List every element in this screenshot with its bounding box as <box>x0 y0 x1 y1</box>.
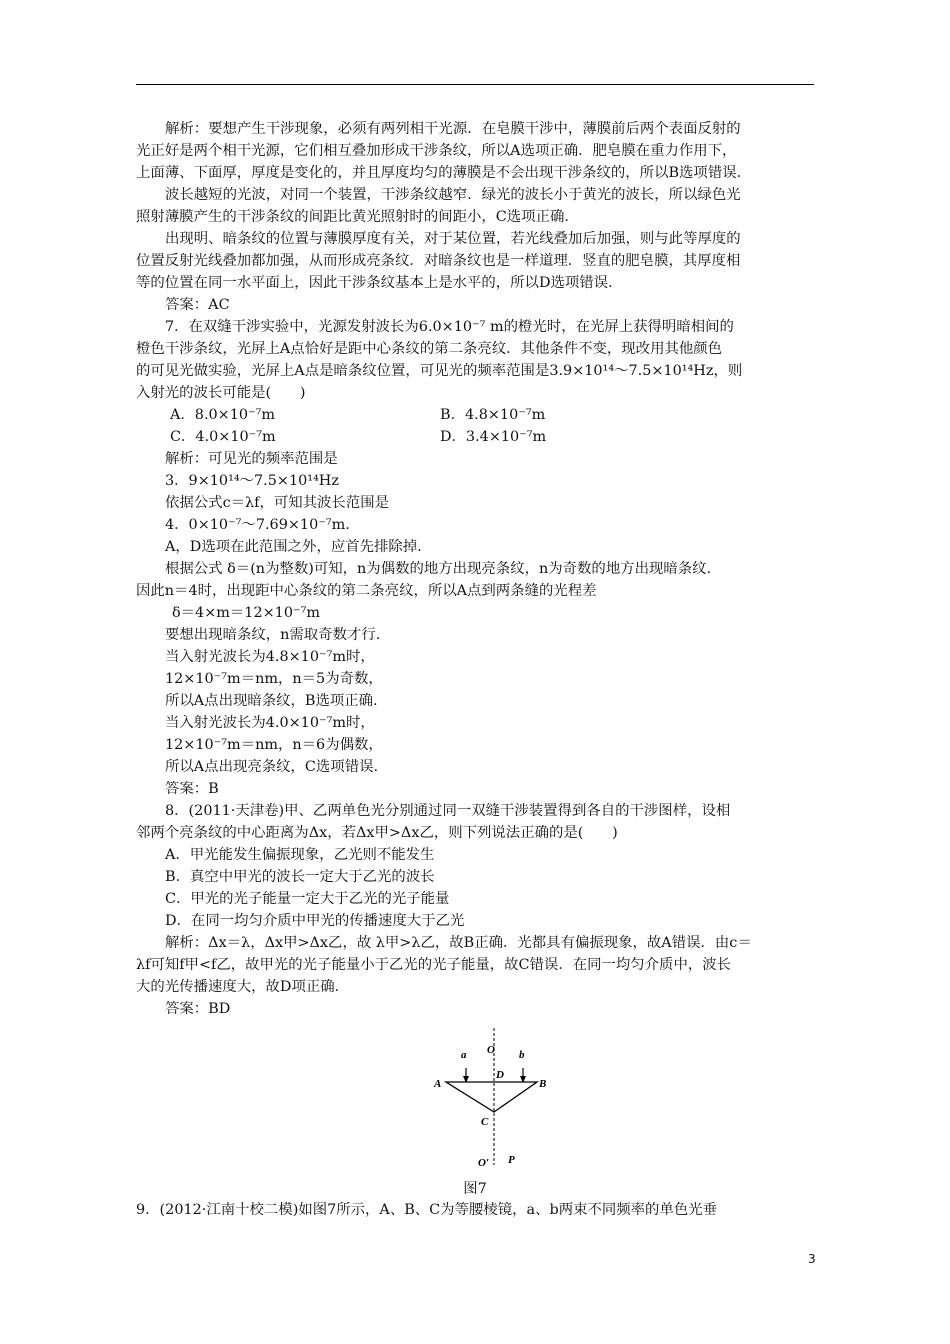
text-line: 的可见光做实验，光屏上A点是暗条纹位置，可见光的频率范围是3.9×10¹⁴～7.5×10¹⁴Hz，则 <box>136 363 743 379</box>
label-c: C <box>481 1116 489 1128</box>
option-c: C．4.0×10⁻⁷m <box>170 429 276 445</box>
option-a: A．8.0×10⁻⁷m <box>170 407 276 423</box>
label-a-vertex: A <box>434 1078 442 1090</box>
text-line: 所以A点出现暗条纹，B选项正确. <box>165 693 378 709</box>
text-line: 照射薄膜产生的干涉条纹的间距比黄光照射时的间距小，C选项正确． <box>136 209 579 225</box>
options-row <box>136 426 816 448</box>
text-line: 位置反射光线叠加都加强，从而形成亮条纹．对暗条纹也是一样道理．竖直的肥皂膜，其厚度相 <box>136 253 741 269</box>
option-a: A．甲光能发生偏振现象，乙光则不能发生 <box>165 847 435 863</box>
text-line: 解析：要想产生干涉现象，必须有两列相干光源．在皂膜干涉中，薄膜前后两个表面反射的 <box>165 121 741 137</box>
prism <box>446 1082 537 1112</box>
label-o-prime: O′ <box>478 1157 490 1169</box>
text-line: 依据公式c＝λf，可知其波长范围是 <box>165 495 389 511</box>
option-d: D．3.4×10⁻⁷m <box>440 429 547 445</box>
text-line: 上面薄、下面厚，厚度是变化的，并且厚度均匀的薄膜是不会出现干涉条纹的，所以B选项错误． <box>136 165 751 181</box>
text-line: 所以A点出现亮条纹，C选项错误. <box>165 759 379 775</box>
option-d: D．在同一均匀介质中甲光的传播速度大于乙光 <box>165 913 465 929</box>
text-line: 当入射光波长为4.0×10⁻⁷m时， <box>165 715 375 731</box>
text-line: 根据公式 δ＝(n为整数)可知，n为偶数的地方出现亮条纹，n为奇数的地方出现暗条纹. <box>165 561 712 577</box>
options-row <box>136 404 816 426</box>
text-line: 要想出现暗条纹，n需取奇数才行. <box>165 627 381 643</box>
label-p: P <box>508 1154 515 1166</box>
text-line: 4．0×10⁻⁷～7.69×10⁻⁷m. <box>165 517 350 533</box>
option-b: B．真空中甲光的波长一定大于乙光的波长 <box>165 869 435 885</box>
text-line: λf可知f甲<f乙，故甲光的光子能量小于乙光的光子能量，故C错误．在同一均匀介质中，波长 <box>136 957 732 973</box>
text-line: 光正好是两个相干光源，它们相互叠加形成干涉条纹，所以A选项正确．肥皂膜在重力作用下， <box>136 143 737 159</box>
text-line: 因此n＝4时，出现距中心条纹的第二条亮纹，所以A点到两条缝的光程差 <box>136 583 597 599</box>
text-line: 当入射光波长为4.8×10⁻⁷m时， <box>165 649 375 665</box>
text-line: 12×10⁻⁷m＝nm，n＝5为奇数， <box>165 671 383 687</box>
main-text <box>136 118 816 1020</box>
label-b: b <box>519 1049 525 1061</box>
text-line: 解析：Δx＝λ，Δx甲>Δx乙，故 λ甲>λ乙，故B正确．光都具有偏振现象，故A错误．由c＝ <box>165 935 752 951</box>
question-7: 7．在双缝干涉实验中，光源发射波长为6.0×10⁻⁷ m的橙光时，在光屏上获得明暗相间的 <box>165 319 734 335</box>
text-line: 入射光的波长可能是( ) <box>136 385 306 401</box>
label-b-vertex: B <box>539 1078 547 1090</box>
option-c: C．甲光的光子能量一定大于乙光的光子能量 <box>165 891 450 907</box>
label-o: O <box>487 1044 495 1056</box>
question-8: 8．(2011·天津卷)甲、乙两单色光分别通过同一双缝干涉装置得到各自的干涉图样，设相 <box>165 803 731 819</box>
answer: 答案：B <box>165 781 219 797</box>
question-9: 9．(2012·江南十校二模)如图7所示，A、B、C为等腰棱镜，a、b两束不同频率的单色光垂 <box>136 1202 718 1218</box>
text-line: 解析：可见光的频率范围是 <box>165 451 338 467</box>
text-line: 12×10⁻⁷m＝nm，n＝6为偶数， <box>165 737 383 753</box>
label-a: a <box>461 1049 467 1061</box>
text-line: A，D选项在此范围之外，应首先排除掉. <box>165 539 422 555</box>
header-rule <box>136 84 814 85</box>
page-number: 3 <box>808 1252 816 1266</box>
figure-caption: 图7 <box>463 1181 487 1197</box>
text-line: 邻两个亮条纹的中心距离为Δx，若Δx甲>Δx乙，则下列说法正确的是( ) <box>136 825 618 841</box>
text-line: 等的位置在同一水平面上，因此干涉条纹基本上是水平的，所以D选项错误． <box>136 275 623 291</box>
text-line: 大的光传播速度大，故D项正确． <box>136 979 350 995</box>
answer: 答案：BD <box>165 1001 231 1017</box>
text-line: 波长越短的光波，对同一个装置，干涉条纹越窄．绿光的波长小于黄光的波长，所以绿色光 <box>165 187 741 203</box>
option-b: B．4.8×10⁻⁷m <box>440 407 546 423</box>
text-line: 3．9×10¹⁴～7.5×10¹⁴Hz <box>165 473 339 489</box>
text-line: δ＝4×m＝12×10⁻⁷m <box>172 605 320 621</box>
prism-figure <box>420 1020 570 1180</box>
label-d: D <box>496 1069 504 1081</box>
text-line: 出现明、暗条纹的位置与薄膜厚度有关，对于某位置，若光线叠加后加强，则与此等厚度的 <box>165 231 741 247</box>
text-line: 橙色干涉条纹，光屏上A点恰好是距中心条纹的第二条亮纹．其他条件不变，现改用其他颜色 <box>136 341 723 357</box>
answer: 答案：AC <box>165 297 230 313</box>
